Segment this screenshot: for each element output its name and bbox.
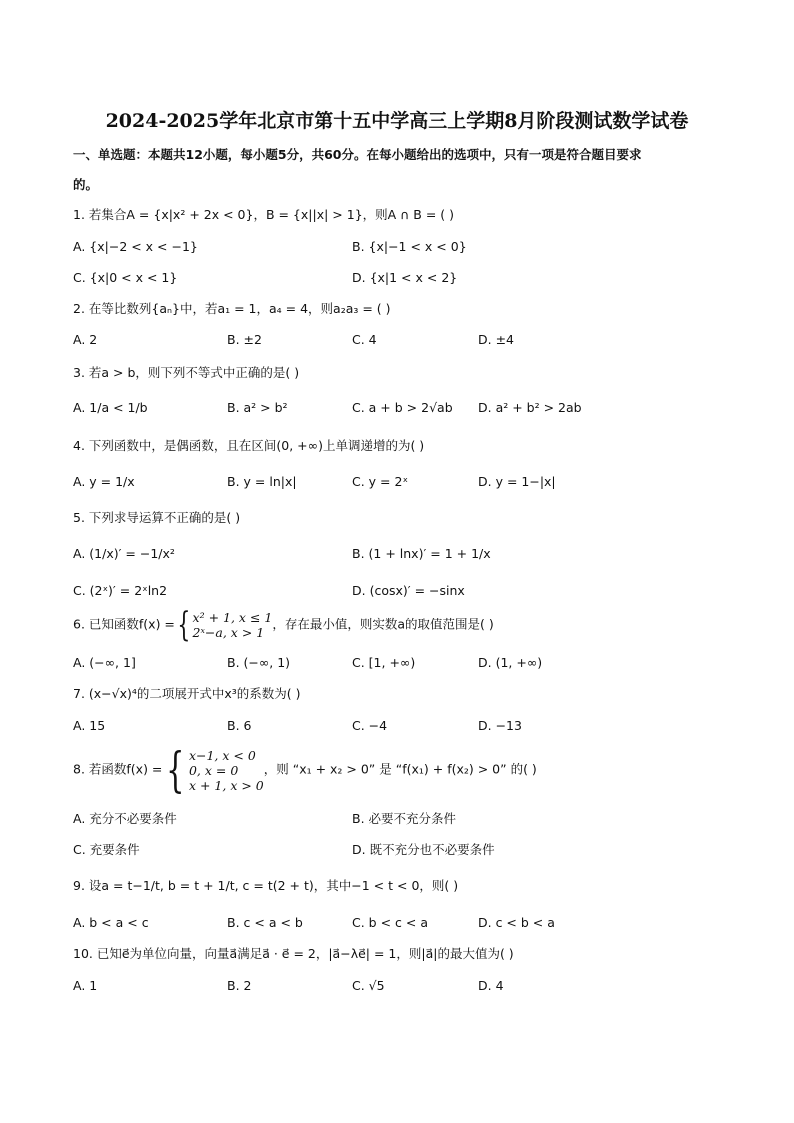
q3-option-b: B. a² > b²	[227, 400, 288, 415]
q6-option-c: C. [1, +∞)	[352, 655, 416, 670]
q6-piecewise	[193, 610, 273, 640]
question-8-stem	[73, 742, 537, 798]
q9-option-c: C. b < c < a	[352, 915, 428, 930]
q8-option-d: D. 既不充分也不必要条件	[352, 842, 495, 857]
q7-option-c: C. −4	[352, 718, 388, 733]
q1-option-b: B. {x|−1 < x < 0}	[352, 239, 467, 254]
q8-option-c: C. 充要条件	[73, 842, 140, 857]
q7-option-d: D. −13	[478, 718, 522, 733]
q7-option-a: A. 15	[73, 718, 106, 733]
q2-option-c: C. 4	[352, 332, 377, 347]
q5-option-b: B. (1 + lnx)′ = 1 + 1/x	[352, 546, 491, 561]
question-2-stem: 2. 在等比数列{aₙ}中，若a₁ = 1，a₄ = 4，则a₂a₃ = ( )	[73, 301, 391, 316]
q6-stem-pre: 6. 已知函数f(x) =	[73, 616, 175, 632]
q1-option-d: D. {x|1 < x < 2}	[352, 270, 458, 285]
question-10-stem: 10. 已知e⃗为单位向量，向量a⃗满足a⃗ · e⃗ = 2，|a⃗−λe⃗| = 1，则|a⃗|的最大值为( )	[73, 946, 514, 961]
q4-option-c: C. y = 2ˣ	[352, 474, 408, 489]
section-heading: 一、单选题：本题共12小题，每小题5分，共60分。在每小题给出的选项中，只有一项是符合题目要求	[73, 147, 642, 162]
q9-option-a: A. b < a < c	[73, 915, 149, 930]
q5-option-d: D. (cosx)′ = −sinx	[352, 583, 465, 598]
question-9-stem: 9. 设a = t−1/t, b = t + 1/t, c = t(2 + t)，其中−1 < t < 0，则( )	[73, 878, 459, 893]
q8-piecewise	[189, 748, 264, 793]
q5-option-a: A. (1/x)′ = −1/x²	[73, 546, 175, 561]
q8-stem-pre: 8. 若函数f(x) =	[73, 761, 163, 777]
section-heading-cont: 的。	[73, 177, 99, 192]
q6-piece-2: 2ˣ−a, x > 1	[192, 625, 265, 640]
q6-piece-1: x² + 1, x ≤ 1	[192, 610, 273, 625]
question-3-stem: 3. 若a > b，则下列不等式中正确的是( )	[73, 365, 300, 380]
page-title: 2024-2025学年北京市第十五中学高三上学期8月阶段测试数学试卷	[105, 110, 689, 132]
q8-piece-1: x−1, x < 0	[188, 747, 256, 763]
question-7-stem: 7. (x−√x)⁴的二项展开式中x³的系数为( )	[73, 686, 301, 701]
q3-option-c: C. a + b > 2√ab	[352, 400, 453, 415]
q6-stem-post: ，存在最小值，则实数a的取值范围是( )	[272, 616, 494, 632]
q8-option-b: B. 必要不充分条件	[352, 811, 457, 826]
q4-option-a: A. y = 1/x	[73, 474, 135, 489]
left-brace-icon: {	[177, 605, 191, 645]
q8-option-a: A. 充分不必要条件	[73, 811, 177, 826]
q2-option-d: D. ±4	[478, 332, 514, 347]
q10-option-d: D. 4	[478, 978, 504, 993]
q1-option-c: C. {x|0 < x < 1}	[73, 270, 178, 285]
q10-option-b: B. 2	[227, 978, 252, 993]
q8-piece-2: 0, x = 0	[188, 762, 239, 778]
q8-piece-3: x + 1, x > 0	[188, 777, 264, 793]
q10-option-c: C. √5	[352, 978, 385, 993]
left-brace-icon: {	[166, 742, 185, 798]
q4-option-b: B. y = ln|x|	[227, 474, 297, 489]
question-5-stem: 5. 下列求导运算不正确的是( )	[73, 510, 241, 525]
q5-option-c: C. (2ˣ)′ = 2ˣln2	[73, 583, 168, 598]
q2-option-a: A. 2	[73, 332, 98, 347]
q6-option-a: A. (−∞, 1]	[73, 655, 136, 670]
question-4-stem: 4. 下列函数中，是偶函数，且在区间(0, +∞)上单调递增的为( )	[73, 438, 425, 453]
q6-option-d: D. (1, +∞)	[478, 655, 543, 670]
q7-option-b: B. 6	[227, 718, 252, 733]
question-6-stem	[73, 605, 494, 645]
q9-option-b: B. c < a < b	[227, 915, 303, 930]
q3-option-d: D. a² + b² > 2ab	[478, 400, 582, 415]
question-1-stem: 1. 若集合A = {x|x² + 2x < 0}，B = {x||x| > 1}，则A ∩ B = ( )	[73, 207, 455, 222]
q8-stem-post: ，则 “x₁ + x₂ > 0” 是 “f(x₁) + f(x₂) > 0” 的( )	[263, 761, 537, 777]
q6-option-b: B. (−∞, 1)	[227, 655, 291, 670]
q2-option-b: B. ±2	[227, 332, 262, 347]
q9-option-d: D. c < b < a	[478, 915, 555, 930]
q4-option-d: D. y = 1−|x|	[478, 474, 556, 489]
q1-option-a: A. {x|−2 < x < −1}	[73, 239, 198, 254]
q10-option-a: A. 1	[73, 978, 98, 993]
q3-option-a: A. 1/a < 1/b	[73, 400, 148, 415]
